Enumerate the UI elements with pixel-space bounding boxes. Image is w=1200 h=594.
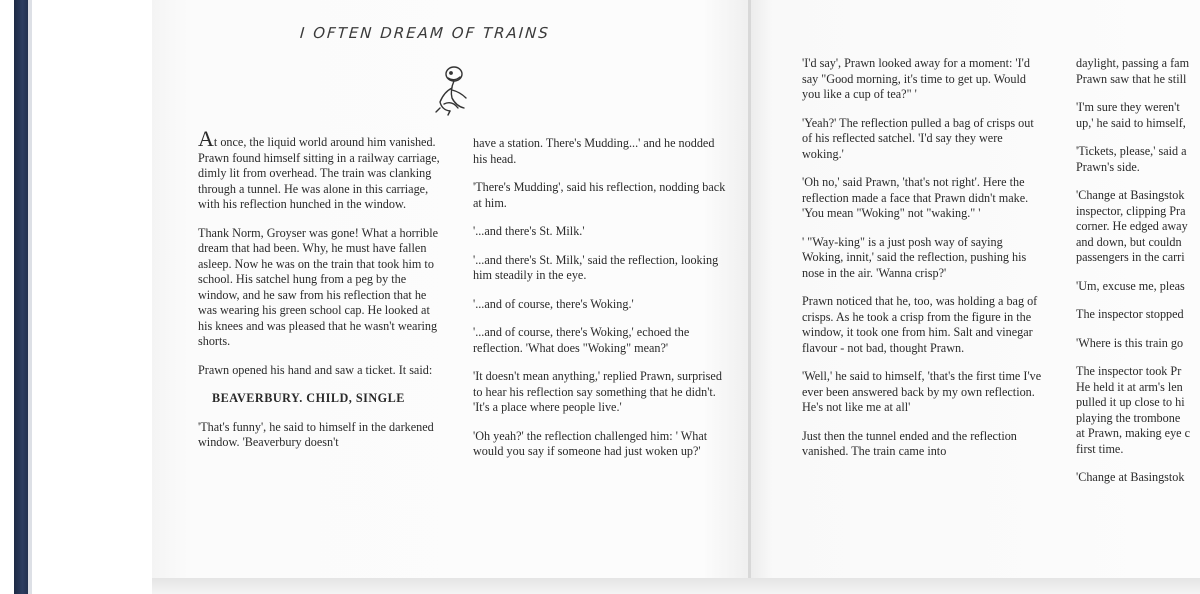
paragraph: Thank Norm, Groyser was gone! What a horrible dream that had been. Why, he must have fallen asleep. Now he was on the train that took him to school. His satchel hung from a peg by the window, and he saw from his reflection that he was wearing his green school cap. He looked at his knees and was pleased that he wasn't wearing shorts.: [198, 225, 439, 348]
page-bottom-edge: [152, 578, 1200, 594]
drop-cap: A: [198, 126, 214, 151]
line: at Prawn, making eye c: [1076, 426, 1191, 440]
line: and down, but couldn: [1076, 234, 1182, 249]
paragraph: 'There's Mudding', said his reflection, nodding back at him.: [473, 180, 726, 210]
line: up,' he said to himself,: [1076, 115, 1186, 130]
paragraph: [1076, 188, 1200, 266]
paragraph: 'Oh yeah?' the reflection challenged him: ' What would you say if someone had just woken up?': [473, 428, 708, 458]
book-gutter: [748, 0, 751, 580]
paragraph: [1076, 100, 1200, 131]
paragraph: '...and of course, there's Woking,' echoed the reflection. 'What does "Woking" mean?': [473, 325, 690, 355]
paragraph: Prawn noticed that he, too, was holding a bag of crisps. As he took a crisp from the figure in the window, it took one from him. Salt and vinegar flavour - not bad, thought Prawn.: [802, 294, 1038, 355]
paragraph: 'I'd say', Prawn looked away for a moment: 'I'd say "Good morning, it's time to get up. Would you like a cup of tea?" ': [802, 56, 1030, 101]
paragraph: 'Oh no,' said Prawn, 'that's not right'. Here the reflection made a face that Prawn didn't make. 'You mean "Woking" not "waking." ': [802, 175, 1029, 220]
line: 'Change at Basingstok: [1076, 188, 1185, 202]
text-column-1: [198, 126, 446, 464]
line: 'I'm sure they weren't: [1076, 100, 1180, 114]
line: Prawn's side.: [1076, 159, 1140, 174]
paragraph: ' "Way-king" is a just posh way of saying Woking, innit,' said the reflection, pushing his nose in the air. 'Wanna crisp?': [802, 234, 1027, 280]
paragraph: 'Um, excuse me, pleas: [1076, 278, 1185, 293]
line: He held it at arm's len: [1076, 379, 1183, 394]
text-column-3: [802, 56, 1046, 473]
paragraph: 'Change at Basingstok: [1076, 470, 1185, 484]
paragraph: 'Where is this train go: [1076, 335, 1184, 350]
paragraph: '...and there's St. Milk.': [473, 224, 585, 238]
paragraph: 'That's funny', he said to himself in the darkened window. 'Beaverbury doesn't: [198, 419, 434, 449]
paragraph: Prawn opened his hand and saw a ticket. It said:: [198, 362, 433, 377]
line: first time.: [1076, 441, 1124, 456]
paragraph: '...and of course, there's Woking.': [473, 296, 634, 311]
paragraph: 'It doesn't mean anything,' replied Prawn, surprised to hear his reflection say something that he didn't. 'It's a place where people live.': [473, 369, 722, 414]
paragraph: [1076, 56, 1200, 87]
cover-board-edge: [28, 0, 32, 594]
paragraph: [1076, 144, 1200, 175]
line: The inspector took Pr: [1076, 364, 1182, 378]
text-column-4-cropped: [1076, 56, 1200, 499]
line: inspector, clipping Pra: [1076, 203, 1186, 218]
line: playing the trombone: [1076, 410, 1181, 425]
line: Prawn saw that he still: [1076, 71, 1187, 86]
paragraph: [1076, 364, 1200, 457]
prawn-sketch-icon: [430, 64, 476, 116]
paragraph-text: t once, the liquid world around him vanished. Prawn found himself sitting in a railway carriage, dimly lit from overhead. The train was clanking through a tunnel. He was alone in this carriage, with his reflection hunched in the window.: [198, 135, 440, 211]
line: corner. He edged away: [1076, 219, 1188, 233]
paragraph: 'Well,' he said to himself, 'that's the first time I've ever been answered back by my own reflection. He's not like me at all': [802, 369, 1042, 414]
line: pulled it up close to hi: [1076, 395, 1185, 409]
line: passengers in the carri: [1076, 250, 1185, 264]
ticket-text: BEAVERBURY. CHILD, SINGLE: [212, 391, 405, 405]
paragraph: Just then the tunnel ended and the reflection vanished. The train came into: [802, 428, 1017, 458]
paragraph: '...and there's St. Milk,' said the reflection, looking him steadily in the eye.: [473, 252, 719, 282]
paragraph: 'Yeah?' The reflection pulled a bag of crisps out of his reflected satchel. 'I'd say they were woking.': [802, 115, 1034, 161]
text-column-2: [473, 136, 728, 473]
paragraph: [198, 126, 446, 213]
paragraph: have a station. There's Mudding...' and he nodded his head.: [473, 136, 715, 166]
line: 'Tickets, please,' said a: [1076, 144, 1187, 158]
book-cover-edge: [14, 0, 28, 594]
line: daylight, passing a fam: [1076, 56, 1190, 70]
paragraph: The inspector stopped: [1076, 307, 1184, 321]
chapter-title: I OFTEN DREAM OF TRAINS: [299, 24, 551, 42]
